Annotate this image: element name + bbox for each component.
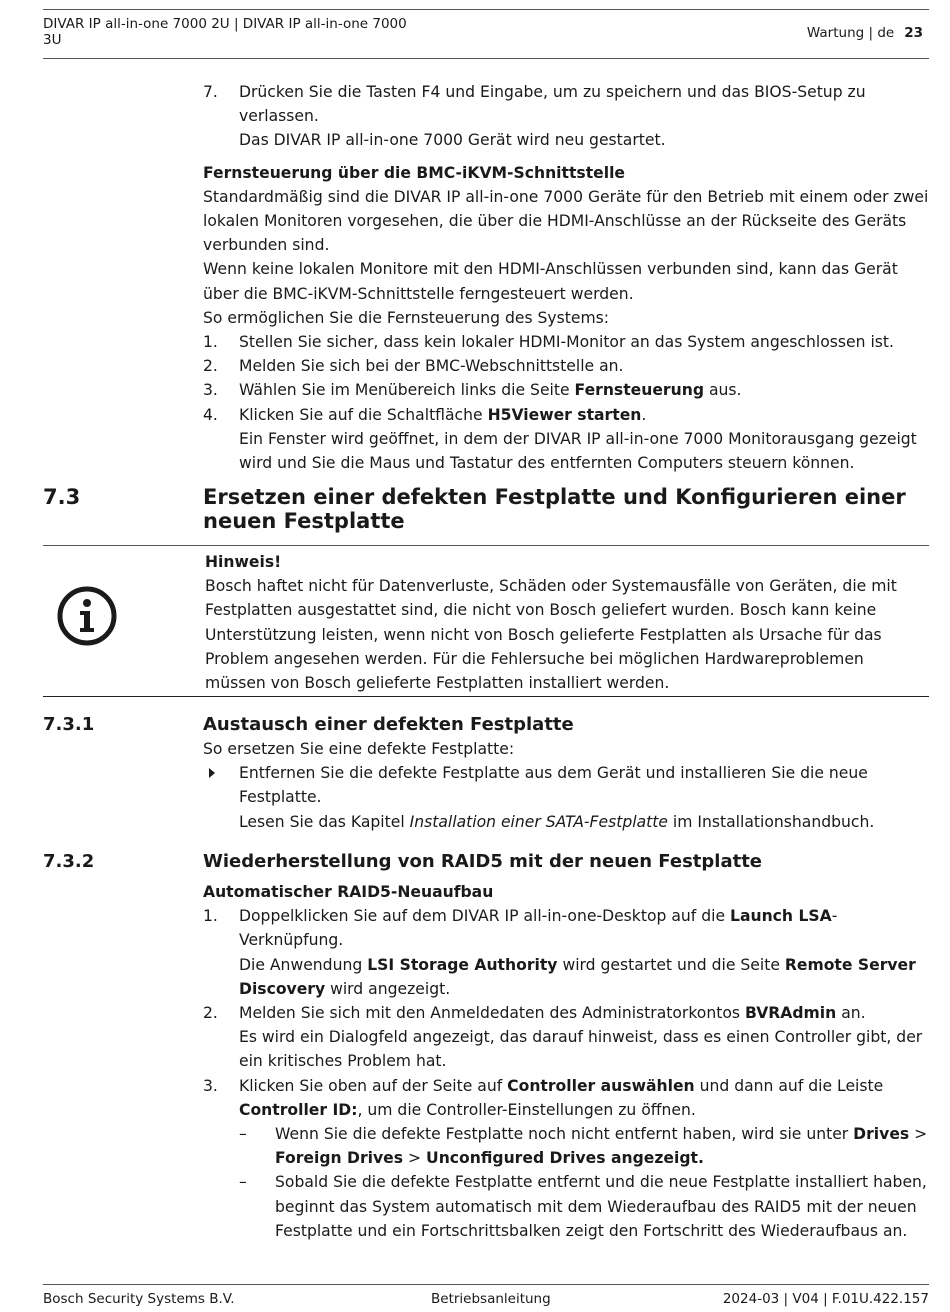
subheading: Automatischer RAID5-Neuaufbau: [203, 883, 494, 901]
ui-term: BVRAdmin: [744, 1004, 837, 1023]
step-text: [239, 1074, 933, 1122]
paragraph: So ermöglichen Sie die Fernsteuerung des Systems:: [203, 308, 610, 327]
step-number: 1.: [203, 333, 218, 352]
remote-heading: Fernsteuerung über die BMC-iKVM-Schnittstelle: [203, 163, 626, 182]
step-number: 7.: [203, 83, 218, 101]
ui-term: Remote Server Discovery: [239, 955, 916, 998]
step-number: 4.: [203, 405, 218, 424]
text-run: an.: [836, 1004, 866, 1023]
text-run: Doppelklicken Sie auf dem DIVAR IP all-in-one-Desktop auf die: [239, 907, 731, 926]
section-7-3-2-body: [203, 880, 933, 1243]
step-text: Stellen Sie sicher, dass kein lokaler HDMI-Monitor an das System angeschlossen ist.: [239, 333, 894, 352]
step-result: [239, 953, 933, 1001]
footer-company: Bosch Security Systems B.V.: [43, 1291, 235, 1307]
section-7-3-1-body: [203, 737, 933, 834]
paragraph: So ersetzen Sie eine defekte Festplatte:: [203, 740, 515, 758]
step-number: 2.: [203, 357, 218, 376]
step-2: [203, 354, 933, 378]
notice-box: [43, 545, 929, 697]
notice-text: Bosch haftet nicht für Datenverluste, Schäden oder Systemausfälle von Geräten, die mit Festplatten ausgestattet sind, die nicht von Bosch geliefert wurden. Bosch kann keine Unterstützung leisten, wenn nicht von Bosch gelieferte Festplatten als Ursache für das Problem angesehen werden. Für die Fehlersuche bei möglichen Hardwareproblemen müssen von Bosch gelieferte Festplatten installiert werden.: [205, 577, 897, 693]
header-section: [807, 25, 923, 41]
text-run: wird angezeigt.: [325, 979, 451, 998]
reference-text: [239, 810, 933, 834]
text-run: Melden Sie sich mit den Anmeldedaten des Administratorkontos: [239, 1004, 745, 1023]
step-number: 2.: [203, 1004, 218, 1023]
section-number: 7.3.2: [43, 851, 95, 872]
step-7: [203, 80, 933, 153]
intro-block: [203, 80, 933, 475]
ui-term: Drives: [853, 1125, 910, 1144]
step-number: 1.: [203, 907, 218, 926]
step-text: [239, 1001, 933, 1025]
step-2: [203, 1001, 933, 1074]
step-number: 3.: [203, 1076, 218, 1095]
notice-label: Hinweis!: [205, 553, 282, 571]
dash-item-1: [203, 1122, 933, 1170]
chapter-reference: Installation einer SATA-Festplatte: [409, 812, 668, 831]
step-result: Ein Fenster wird geöffnet, in dem der DIVAR IP all-in-one 7000 Monitorausgang gezeigt wird und Sie die Maus und Tastatur des entfernten Computers steuern können.: [239, 429, 917, 473]
text-run: Klicken Sie auf die Schaltfläche: [239, 405, 488, 424]
text-run: wird gestartet und die Seite: [557, 955, 785, 974]
ui-term: Unconfigured Drives angezeigt.: [426, 1149, 704, 1168]
step-4: [203, 403, 933, 476]
step-number: 3.: [203, 381, 218, 400]
text-run: Wenn Sie die defekte Festplatte noch nicht entfernt haben, wird sie unter: [275, 1125, 854, 1144]
step-text: [239, 904, 933, 952]
step-result: Es wird ein Dialogfeld angezeigt, das darauf hinweist, dass es einen Controller gibt, der ein kritisches Problem hat.: [239, 1028, 923, 1071]
text-run: im Installationshandbuch.: [667, 812, 875, 831]
step-3: [203, 1074, 933, 1122]
bullet-text: Entfernen Sie die defekte Festplatte aus dem Gerät und installieren Sie die neue Festplatte.: [239, 764, 868, 807]
triangle-bullet-icon: [209, 768, 215, 778]
section-title: Austausch einer defekten Festplatte: [203, 714, 574, 735]
text-run: >: [403, 1149, 427, 1168]
step-text: Melden Sie sich bei der BMC-Webschnittstelle an.: [239, 357, 624, 376]
step-text: [239, 403, 933, 427]
dash-marker: –: [239, 1125, 247, 1144]
section-title: Ersetzen einer defekten Festplatte und Konfigurieren einer neuen Festplatte: [203, 485, 906, 533]
page-number: 23: [904, 25, 923, 41]
dash-text: [275, 1122, 933, 1170]
ui-term: Foreign Drives: [275, 1149, 404, 1168]
section-number: 7.3.1: [43, 714, 95, 735]
section-number: 7.3: [43, 485, 81, 509]
ui-term: Controller ID:: [239, 1100, 358, 1119]
dash-text: Sobald Sie die defekte Festplatte entfernt und die neue Festplatte installiert haben, beginnt das System automatisch mit dem Wiederaufbau des RAID5 mit der neuen Festplatte und ein Fortschrittsbalken zeigt den Fortschritt des Wiederaufbaus an.: [275, 1173, 927, 1240]
text-run: aus.: [703, 381, 742, 400]
bullet-item: [203, 761, 933, 834]
document-page: [43, 0, 929, 1311]
text-run: Wählen Sie im Menübereich links die Seite: [239, 381, 575, 400]
notice-content: [205, 550, 921, 695]
header-section-label: Wartung | de: [806, 25, 895, 41]
footer-version: 2024-03 | V04 | F.01U.422.157: [722, 1291, 929, 1307]
text-run: -Verknüpfung.: [239, 907, 838, 950]
text-run: Lesen Sie das Kapitel: [239, 812, 410, 831]
paragraph: Wenn keine lokalen Monitore mit den HDMI-Anschlüssen verbunden sind, kann das Gerät über die BMC-iKVM-Schnittstelle ferngesteuert werden.: [203, 260, 898, 303]
dash-marker: –: [239, 1173, 247, 1192]
ui-term: Controller auswählen: [507, 1076, 695, 1095]
section-title: Wiederherstellung von RAID5 mit der neuen Festplatte: [203, 851, 763, 872]
step-1: [203, 330, 933, 354]
text-run: >: [909, 1125, 928, 1144]
step-1: [203, 904, 933, 1001]
dash-item-2: [203, 1170, 933, 1243]
text-run: Die Anwendung: [239, 955, 368, 974]
ui-term: Fernsteuerung: [574, 381, 704, 400]
page-header: [43, 9, 929, 59]
ui-term: LSI Storage Authority: [367, 955, 558, 974]
ui-term: H5Viewer starten: [487, 405, 642, 424]
step-result: Das DIVAR IP all-in-one 7000 Gerät wird neu gestartet.: [239, 131, 666, 150]
info-icon: [57, 586, 117, 646]
ui-term: Launch LSA: [730, 907, 832, 926]
header-title: DIVAR IP all-in-one 7000 2U | DIVAR IP all-in-one 7000 3U: [43, 16, 407, 48]
text-run: , um die Controller-Einstellungen zu öffnen.: [357, 1100, 696, 1119]
footer-doc-type: Betriebsanleitung: [431, 1291, 551, 1307]
text-run: .: [641, 405, 647, 424]
text-run: und dann auf die Leiste: [694, 1076, 884, 1095]
page-footer: [43, 1284, 929, 1312]
step-3: [203, 378, 933, 402]
paragraph: Standardmäßig sind die DIVAR IP all-in-one 7000 Geräte für den Betrieb mit einem oder zwei lokalen Monitoren vorgesehen, die über die HDMI-Anschlüsse an der Rückseite des Geräts verbunden sind.: [203, 187, 929, 255]
text-run: Klicken Sie oben auf der Seite auf: [239, 1076, 508, 1095]
step-text: [239, 378, 933, 402]
step-text: Drücken Sie die Tasten F4 und Eingabe, um zu speichern und das BIOS-Setup zu verlassen.: [239, 83, 866, 126]
